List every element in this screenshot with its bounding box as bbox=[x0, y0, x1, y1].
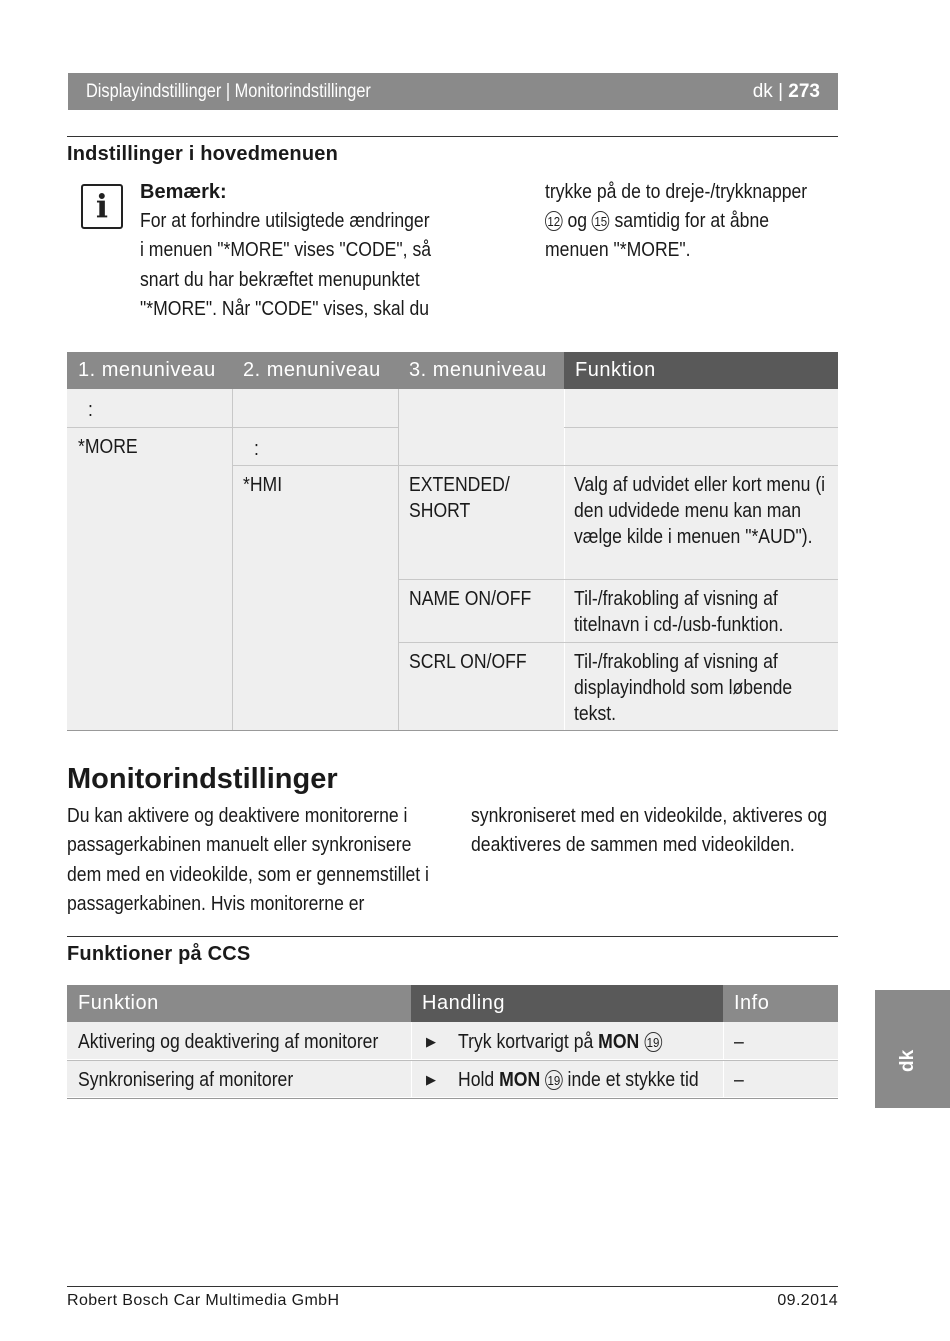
play-arrow-icon: ▶ bbox=[426, 1034, 436, 1049]
table-header bbox=[398, 352, 564, 389]
table-header bbox=[411, 985, 723, 1022]
table-cell: SCRL ON/OFF bbox=[409, 651, 527, 673]
row-divider bbox=[67, 427, 398, 428]
note-word: og bbox=[567, 210, 588, 232]
table-cell: Til-/frakobling af visning af bbox=[574, 588, 778, 610]
section-heading: Indstillinger i hovedmenuen bbox=[67, 143, 338, 165]
knob-19-icon: 19 bbox=[644, 1032, 662, 1052]
divider bbox=[67, 936, 838, 937]
language-tab-label: dk bbox=[897, 1049, 918, 1072]
note-line: "*MORE". Når "CODE" vises, skal du bbox=[140, 298, 430, 320]
play-arrow-icon: ▶ bbox=[426, 1072, 436, 1087]
table-header-label: 2. menuniveau bbox=[243, 359, 381, 381]
table-cell bbox=[458, 1067, 699, 1093]
body-line: passagerkabinen. Hvis monitorerne er bbox=[67, 893, 365, 915]
table-header-label: Funktion bbox=[78, 992, 159, 1014]
table-cell: Synkronisering af monitorer bbox=[78, 1069, 294, 1091]
header-lang: dk bbox=[752, 81, 773, 102]
row-divider bbox=[232, 465, 838, 466]
body-line: dem med en videokilde, som er gennemstillet i bbox=[67, 864, 429, 886]
note-line: For at forhindre utilsigtede ændringer bbox=[140, 210, 430, 232]
body-line: synkroniseret med en videokilde, aktiveres og bbox=[471, 805, 828, 827]
table-cell: Til-/frakobling af visning af bbox=[574, 651, 778, 673]
language-tab bbox=[875, 990, 950, 1108]
table-header bbox=[723, 985, 838, 1022]
table-header bbox=[564, 352, 838, 389]
knob-15-icon: 15 bbox=[592, 211, 610, 231]
table-cell: : bbox=[254, 438, 259, 460]
table-cell: SHORT bbox=[409, 500, 471, 522]
table-cell: *MORE bbox=[78, 436, 138, 458]
body-line: deaktiveres de sammen med videokilden. bbox=[471, 834, 795, 856]
table-header-label: Info bbox=[734, 992, 770, 1014]
button-name: MON bbox=[499, 1069, 541, 1091]
knob-19-icon: 19 bbox=[545, 1070, 563, 1090]
note-line: i menuen "*MORE" vises "CODE", så bbox=[140, 239, 432, 261]
footer-date: 09.2014 bbox=[777, 1292, 838, 1309]
page-header bbox=[68, 73, 838, 110]
divider bbox=[67, 1286, 838, 1287]
table-cell: Aktivering og deaktivering af monitorer bbox=[78, 1031, 379, 1053]
table-header bbox=[232, 352, 398, 389]
table-cell: Valg af udvidet eller kort menu (i bbox=[574, 474, 826, 496]
section-heading: Funktioner på CCS bbox=[67, 943, 251, 965]
note-line bbox=[545, 207, 769, 237]
page-title: Monitorindstillinger bbox=[67, 763, 338, 795]
table-header-label: 3. menuniveau bbox=[409, 359, 547, 381]
table-header-label: Handling bbox=[422, 992, 505, 1014]
page-number: dk | 273 bbox=[752, 81, 820, 102]
table-cell: – bbox=[734, 1069, 744, 1091]
column-divider bbox=[232, 389, 233, 731]
note-line: snart du har bekræftet menupunktet bbox=[140, 269, 420, 291]
table-cell: *HMI bbox=[243, 474, 283, 496]
action-text: inde et stykke tid bbox=[562, 1069, 699, 1091]
table-cell: displayindhold som løbende bbox=[574, 677, 793, 699]
row-divider bbox=[564, 427, 838, 428]
header-page: 273 bbox=[788, 81, 820, 102]
table-cell: titelnavn i cd-/usb-funktion. bbox=[574, 614, 784, 636]
divider bbox=[67, 136, 838, 137]
knob-12-icon: 12 bbox=[545, 211, 563, 231]
info-icon: i bbox=[81, 184, 123, 229]
row-divider bbox=[398, 579, 838, 580]
note-word: samtidig for at åbne bbox=[614, 210, 770, 232]
table-header bbox=[67, 352, 232, 389]
table-cell: EXTENDED/ bbox=[409, 474, 510, 496]
note-line: menuen "*MORE". bbox=[545, 239, 691, 261]
column-divider bbox=[564, 389, 565, 731]
row-divider bbox=[398, 642, 838, 643]
table-cell: – bbox=[734, 1031, 744, 1053]
row-divider bbox=[67, 730, 838, 731]
body-line: Du kan aktivere og deaktivere monitorerne i bbox=[67, 805, 408, 827]
table-cell: tekst. bbox=[574, 703, 617, 725]
action-text: Hold bbox=[458, 1069, 500, 1091]
table-cell: den udvidede menu kan man bbox=[574, 500, 802, 522]
table-header-label: 1. menuniveau bbox=[78, 359, 216, 381]
table-cell: NAME ON/OFF bbox=[409, 588, 532, 610]
table-header bbox=[67, 985, 411, 1022]
action-text: Tryk kortvarigt på bbox=[458, 1031, 599, 1053]
button-name: MON bbox=[598, 1031, 640, 1053]
footer-company: Robert Bosch Car Multimedia GmbH bbox=[67, 1292, 340, 1309]
column-divider bbox=[398, 389, 399, 731]
body-line: passagerkabinen manuelt eller synkronisere bbox=[67, 834, 412, 856]
note-title: Bemærk: bbox=[140, 181, 227, 203]
table-header-label: Funktion bbox=[575, 359, 656, 381]
row-divider bbox=[67, 1098, 838, 1099]
table-cell: vælge kilde i menuen "*AUD"). bbox=[574, 526, 813, 548]
row-divider bbox=[67, 1060, 838, 1061]
note-line: trykke på de to dreje-/trykknapper bbox=[545, 181, 808, 203]
table-cell: : bbox=[88, 399, 93, 421]
table-cell bbox=[458, 1029, 662, 1055]
header-title: Displayindstillinger | Monitorindstillinger bbox=[86, 81, 371, 102]
